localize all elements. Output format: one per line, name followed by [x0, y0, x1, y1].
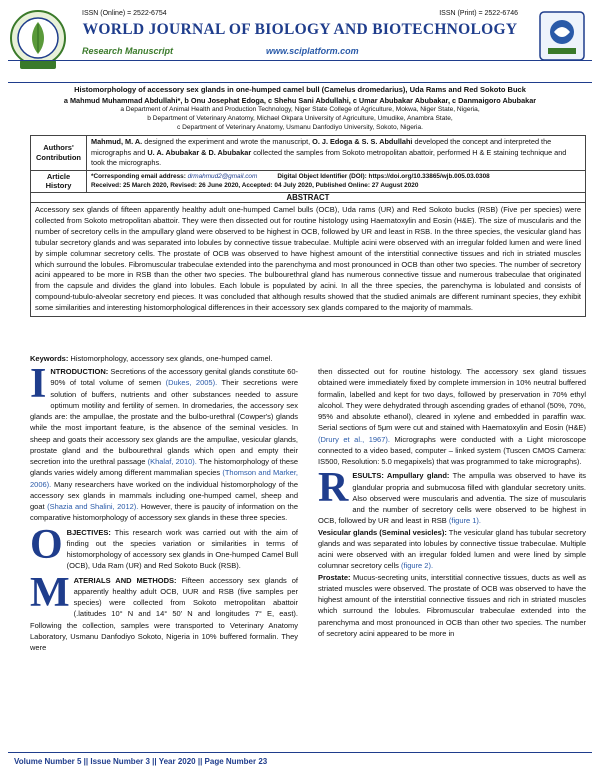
methods-text-continued: then dissected out for routine histology. The accessory sex gland tissues obtained were immediately fixed by complete immersion in 10% neutral buffered formalin, labelled and kept for two days, followed by preservation in 70% ethyl alcohol. They were dehydrated through ascending grades of ethanol (50%, 70%, 95% and absolute ethanol), cleared in xylene and embedded in paraffin wax. Serial sections of 5μm were cut and stained with Haematoxylin and Eosin (H&E) [318, 367, 586, 433]
intro-text-3: The histomorphology of these glands varies widely among different mammalian species [30, 457, 298, 478]
contribution-text [87, 136, 586, 171]
objectives-section [30, 521, 298, 572]
results-text: The ampulla was observed to have its glandular propria and submucosa filled with glandular secretory units. Also observed were muscularis and adventia. The size of muscularis and the number of secretory cells were observed to be highest in OCB, followed by UR and least in RSB [318, 471, 586, 526]
citation-khalaf[interactable]: (Khalaf, 2010). [147, 457, 197, 466]
issn-print: ISSN (Print) = 2522-6746 [439, 10, 518, 17]
prostate-section [318, 572, 586, 640]
intro-text-2: Their secretions were solution of buffers, nutrients and other substances needed to assure optimum motility and fertility of semen. In dromedaries, the accessory sex glands are: the ampullae, the prostate and the bulbo-urethral (Cowper's) glands while the most important feature, is the absence of the seminal vesicles. In sheep and goats their accessory sex glands are the ampullae, vesicular glands, prostate gland and the bulbourethral glands which open and empty their secretion into the urethral passage [30, 378, 298, 466]
corresponding-label: *Corresponding email address: [91, 172, 188, 180]
body-column-left [30, 361, 298, 653]
intro-text-4: Many researchers have worked on the individual histomorphology of the accessory sex glands in mammals including one-humped camel, sheep and goat [30, 479, 298, 511]
prostate-text: Mucus-secreting units, interstitial connective tissues, ducts as well as striated muscles were observed. The prostate of OCB was observed to have the highest amount of the interstitial connective tissues and rich in striated muscles which surround the lobules. Fibromuscular trabeculae extended into the parenchyma and most pronounced in OCB than other two species. The number of secretory acini appeared to be more in [318, 572, 586, 638]
contribution-author-e: U. A. Abubakar & D. Abubakar [147, 147, 252, 157]
abstract-text: Accessory sex glands of fifteen apparently healthy adult one-humped Camel bulls (OCB), Uda rams (UR) and Red Sokoto bucks (RSB) (Five per species) were collected from Sokoto metropolitan abattoir. They were then dissected out for routine histology using Haematoxylin and Eosin (H&E). The size of muscularis and the number of secretory cells in the ampullary gland were observed to be highest in OCB, followed by UR and least in RSB. In the three species, the vesicular gland has tubular secretory glands and was separated into lobules by connective tissue trabeculae. Multiple acini were observed with an irregular folded lumen and were lined by simple columnar secretory cells. The prostate of OCB was observed to have highest amount of the interstitial connective tissues and rich in striated muscles which surround the lobules. Fibromuscular trabeculae extended into the parenchyma and most pronounced in OCB than other two species. The number of secretory acini appeared to be more in RSB than the other two species. The bulbourethral gland has numerous connective tissue and numerous trabeculae that originated from the capsule and divides the gland into lobules. Each lobule is populated by acini. In all the three species, the parenchyma is lobulated and consists of compound-tubulo-alveolar secretory end pieces. It was concluded that although results showed that the studied animals are different ruminant species, they exhibit some similarities and interesting histomorphological differences in their accessory sex glands compared to the majority of mammals. [31, 203, 586, 317]
contribution-part-b: designed the experiment and wrote the manuscript, [142, 137, 313, 146]
methods-continued [318, 366, 586, 467]
article-title: Histomorphology of accessory sex glands in one-humped camel bull (Camelus dromedarius), Uda Rams and Red Sokoto Buck [74, 85, 526, 94]
publisher-logo [538, 10, 586, 62]
doi-link[interactable]: Digital Object Identifier (DOI): https://doi.org/10.33865/wjb.005.03.0308 [277, 172, 490, 180]
results-heading: ESULTS: Ampullary gland: [352, 471, 450, 481]
journal-logo [8, 8, 68, 72]
citation-dukes[interactable]: (Dukes, 2005). [165, 378, 218, 388]
figure-1-link[interactable]: (figure 1). [448, 516, 482, 526]
header-rule-bottom [8, 82, 592, 83]
journal-website[interactable]: www.sciplatform.com [266, 46, 359, 56]
keywords-label: Keywords: [30, 354, 69, 363]
figure-2-link[interactable]: (figure 2). [400, 561, 434, 571]
citation-shazia[interactable]: (Shazia and Shalini, 2012). [47, 502, 139, 511]
abstract-heading: ABSTRACT [31, 192, 586, 203]
affiliation-c: c Department of Veterinary Anatomy, Usmanu Danfodiyo University, Sokoto, Nigeria. [176, 124, 424, 131]
keywords-text: Histomorphology, accessory sex glands, one-humped camel. [68, 354, 273, 363]
page-footer: Volume Number 5 || Issue Number 3 || Year 2020 || Page Number 23 [14, 757, 268, 766]
methods-section [30, 569, 298, 654]
methods-text-micrographs: Micrographs were conducted with a Light microscope connected to a video based, computer – linked system (Tuscen CMOS Camera: IS500, Resolution: 5.0 megapixels) that was programmed to take micrographs). [318, 434, 587, 466]
keywords [30, 354, 586, 363]
correspondence-line [91, 172, 581, 182]
contribution-author-c: O. J. Edoga & S. S. Abdullahi [312, 137, 413, 146]
citation-drury[interactable]: (Drury et al., 1967). [318, 434, 390, 444]
contribution-part-f: collected the samples from Sokoto metropolitan abattoir, performed H & E staining technique and took the micrographs. [91, 147, 567, 167]
journal-title: WORLD JOURNAL OF BIOLOGY AND BIOTECHNOLOGY [82, 21, 518, 38]
corresponding-email[interactable]: drmahmud2@gmail.com [187, 172, 258, 180]
introduction-heading: NTRODUCTION: [50, 367, 109, 376]
manuscript-type: Research Manuscript [82, 46, 174, 56]
results-dropcap: R [318, 465, 349, 512]
contribution-label: Authors' Contribution [31, 136, 87, 171]
author-list: a Mahmud Muhammad Abdullahi*, b Onu Josephat Edoga, c Shehu Sani Abdullahi, c Umar Abubakar Abubakar, c Danmaigoro Abubakar [63, 96, 537, 105]
affiliation-b: b Department of Veterinary Anatomy, Michael Okpara University of Agriculture, Umudike, Anambra State, [147, 115, 453, 122]
header-rule-top [8, 60, 592, 61]
issn-online: ISSN (Online) = 2522-6754 [82, 10, 167, 17]
objectives-dropcap: O [30, 521, 63, 568]
body-column-right [318, 366, 586, 639]
vesicular-heading: Vesicular glands (Seminal vesicles): [318, 527, 447, 537]
results-section [318, 465, 586, 526]
history-label: Article History [31, 170, 87, 192]
footer-rule [8, 752, 592, 753]
methods-text: Fifteen accessory sex glands of apparently healthy adult OCB, UUR and RSB (five samples per species) were collected from Sokoto metropolitan abattoir (.latitudes 10° N and 14° 50' N and longitudes 7° E, east). Following the collection, samples were transported to Veterinary Anatomy Laboratory, Usmanu Danfodiyo Sokoto, Nigeria in 10% buffered formalin. They were [30, 575, 298, 652]
article-dates: Received: 25 March 2020, Revised: 26 June 2020, Accepted: 04 July 2020, Published Online: 27 August 2020 [91, 182, 419, 189]
article-info-table [30, 135, 586, 317]
methods-dropcap: M [30, 569, 70, 616]
intro-text-1: Secretions of the accessory genital glands constitute 60-90% of total volume of semen [50, 367, 298, 388]
intro-text-5: However, there is paucity of information on the comparative histomorphology of accessory sex glands in these three species. [30, 502, 298, 523]
journal-header [0, 0, 600, 88]
objectives-text: This research work was carried out with the aim of finding out the species variation or similarities in terms of histomorphology of accessory sex glands in One-humped Camel Bull (OCB), Uda Ram (UR) and Red Sokoto Buck (RSB). [66, 527, 298, 571]
contribution-author-a: Mahmud, M. A. [91, 137, 143, 146]
objectives-heading: BJECTIVES: [66, 527, 111, 537]
introduction-dropcap: I [30, 361, 47, 407]
methods-heading: ATERIALS AND METHODS: [73, 575, 177, 585]
vesicular-section [318, 527, 586, 572]
history-text [87, 170, 586, 192]
vesicular-text: The vesicular gland has tubular secretory glands and was separated into lobules by connective tissue trabeculae. Multiple acini were observed with an irregular folded lumen and were lined by simple columnar secretory cells [318, 527, 586, 571]
contribution-part-d: developed the concept and interpreted the micrographs and [91, 137, 552, 157]
affiliation-a: a Department of Animal Health and Production Technology, Niger State College of Agriculture, Mokwa, Niger State, Nigeria, [120, 106, 480, 113]
citation-thomson[interactable]: (Thomson and Marker, 2006). [30, 468, 298, 489]
prostate-heading: Prostate: [318, 572, 351, 582]
introduction-section [30, 361, 298, 524]
